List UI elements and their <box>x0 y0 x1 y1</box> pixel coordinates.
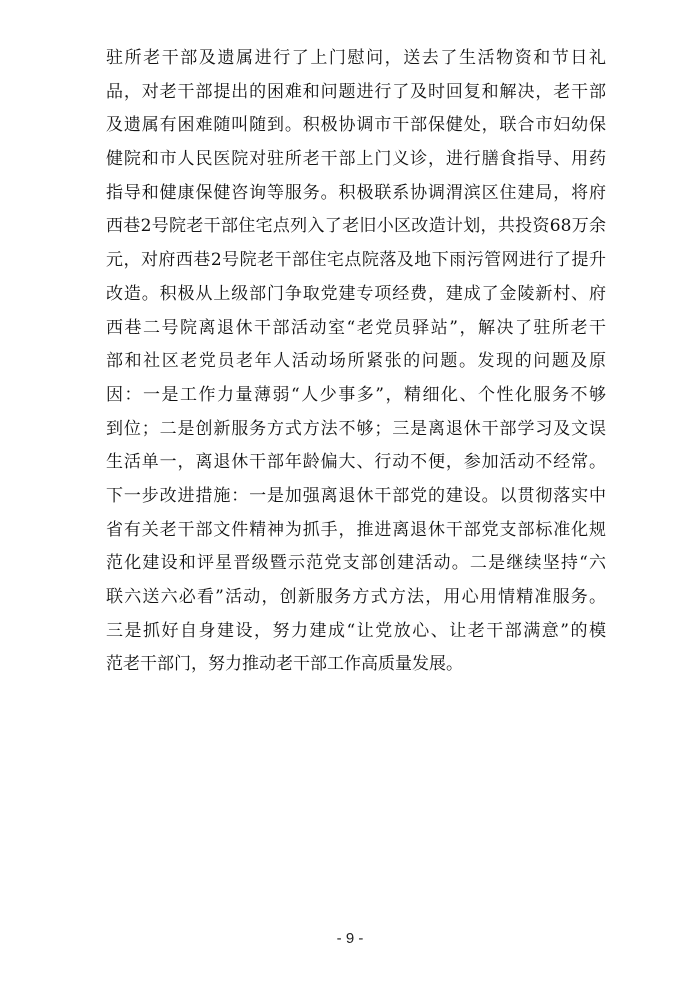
page-number: - 9 - <box>336 930 364 947</box>
text-line: 下一步改进措施：一是加强离退休干部党的建设。以贯彻落实中 <box>106 485 606 506</box>
text-line: 西巷2号院老干部住宅点列入了老旧小区改造计划，共投资68万余 <box>106 216 606 237</box>
text-line: 及遗属有困难随叫随到。积极协调市干部保健处，联合市妇幼保 <box>106 115 606 136</box>
text-line: 健院和市人民医院对驻所老干部上门义诊，进行膳食指导、用药 <box>106 149 606 170</box>
text-line: 生活单一，离退休干部年龄偏大、行动不便，参加活动不经常。 <box>106 452 606 473</box>
text-line: 驻所老干部及遗属进行了上门慰问，送去了生活物资和节日礼 <box>106 48 606 68</box>
text-line: 三是抓好自身建设，努力建成“让党放心、让老干部满意”的模 <box>106 620 606 641</box>
text-line: 因：一是工作力量薄弱“人少事多”，精细化、个性化服务不够 <box>106 384 606 405</box>
text-line: 省有关老干部文件精神为抓手，推进离退休干部党支部标准化规 <box>106 519 606 540</box>
body-text <box>106 42 606 682</box>
text-line: 部和社区老党员老年人活动场所紧张的问题。发现的问题及原 <box>106 351 606 372</box>
text-line: 元，对府西巷2号院老干部住宅点院落及地下雨污管网进行了提升 <box>106 250 606 271</box>
text-line: 范老干部门，努力推动老干部工作高质量发展。 <box>106 654 463 675</box>
text-line: 指导和健康保健咨询等服务。积极联系协调渭滨区住建局，将府 <box>106 182 606 203</box>
text-line: 联六送六必看”活动，创新服务方式方法，用心用情精准服务。 <box>106 587 606 607</box>
text-line: 到位；二是创新服务方式方法不够；三是离退休干部学习及文误 <box>106 418 606 439</box>
text-line: 西巷二号院离退休干部活动室“老党员驿站”，解决了驻所老干 <box>106 317 606 338</box>
text-line: 品，对老干部提出的困难和问题进行了及时回复和解决，老干部 <box>106 81 606 102</box>
text-line: 范化建设和评星晋级暨示范党支部创建活动。二是继续坚持“六 <box>106 553 606 574</box>
text-line: 改造。积极从上级部门争取党建专项经费，建成了金陵新村、府 <box>106 283 606 304</box>
